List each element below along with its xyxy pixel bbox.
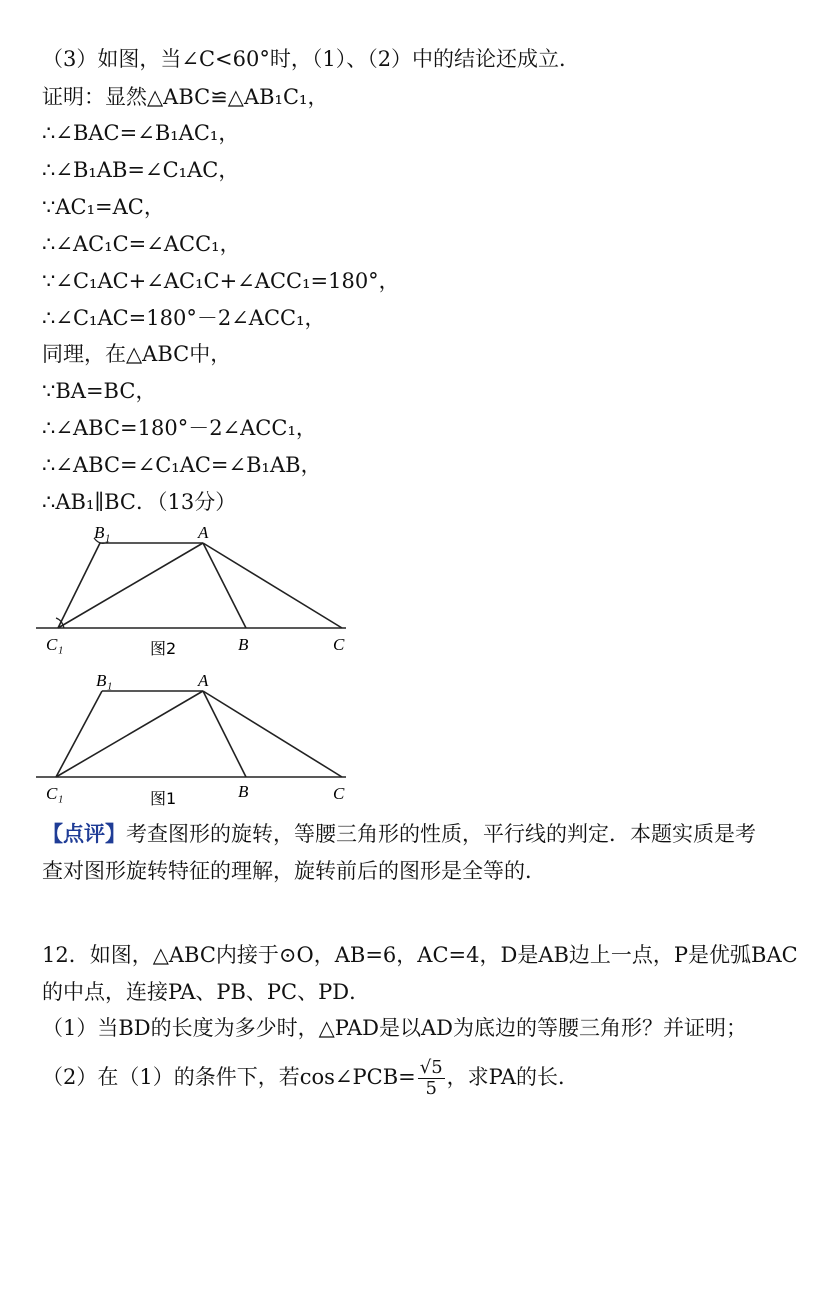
q2-text-before: （2）在（1）的条件下，若cos∠PCB= bbox=[42, 1065, 416, 1089]
fig1-label-c1: C₁ bbox=[46, 784, 64, 803]
fig1-caption: 图1 bbox=[150, 789, 177, 808]
fig1-label-b1: B₁ bbox=[96, 671, 113, 690]
proof-line-7: ∵∠C₁AC+∠AC₁C+∠ACC₁=180°， bbox=[42, 269, 400, 293]
problem12-question-1: （1）当BD的长度为多少时，△PAD是以AD为底边的等腰三角形？并证明； bbox=[42, 1016, 747, 1040]
problem12-question-2 bbox=[42, 1058, 579, 1099]
proof-line-4: ∴∠B₁AB=∠C₁AC， bbox=[42, 158, 240, 182]
q2-text-after: ，求PA的长． bbox=[446, 1065, 580, 1089]
proof-line-10: ∵BA=BC， bbox=[42, 379, 157, 403]
proof-line-12: ∴∠ABC=∠C₁AC=∠B₁AB， bbox=[42, 453, 322, 477]
q2-fraction-numerator: √5 bbox=[419, 1057, 443, 1078]
fig1-segment-ac1 bbox=[56, 691, 203, 777]
fig2-label-a: A bbox=[198, 523, 209, 542]
fig2-label-b: B bbox=[238, 635, 249, 654]
proof-line-6: ∴∠AC₁C=∠ACC₁， bbox=[42, 232, 241, 256]
q2-fraction-denominator: 5 bbox=[425, 1078, 437, 1099]
proof-line-9: 同理，在△ABC中， bbox=[42, 342, 232, 366]
proof-line-11: ∴∠ABC=180°－2∠ACC₁， bbox=[42, 416, 317, 440]
comment-text-1: 考查图形的旋转，等腰三角形的性质，平行线的判定．本题实质是考 bbox=[126, 822, 756, 846]
comment-line-2: 查对图形旋转特征的理解，旋转前后的图形是全等的． bbox=[42, 859, 546, 883]
comment-tag: 【点评】 bbox=[42, 821, 126, 846]
figure-2-diagram bbox=[36, 520, 356, 665]
fig2-label-b1: B₁ bbox=[94, 523, 111, 542]
proof-line-2: 证明：显然△ABC≌△AB₁C₁， bbox=[42, 85, 329, 109]
fig2-label-c: C bbox=[333, 635, 345, 654]
figure-1 bbox=[36, 668, 356, 813]
figure-1-diagram bbox=[36, 668, 356, 813]
comment-line-1 bbox=[42, 819, 756, 849]
problem12-line-2: 的中点，连接PA、PB、PC、PD． bbox=[42, 980, 371, 1004]
problem12-line-1: 12．如图，△ABC内接于⊙O，AB=6，AC=4，D是AB边上一点，P是优弧BAC bbox=[42, 943, 798, 967]
proof-line-5: ∵AC₁=AC， bbox=[42, 195, 165, 219]
proof-line-8: ∴∠C₁AC=180°－2∠ACC₁， bbox=[42, 306, 326, 330]
fig2-caption: 图2 bbox=[150, 639, 177, 658]
proof-line-1: （3）如图，当∠C<60°时，（1）、（2）中的结论还成立． bbox=[42, 47, 581, 71]
proof-line-3: ∴∠BAC=∠B₁AC₁， bbox=[42, 121, 240, 145]
figure-2 bbox=[36, 520, 356, 665]
proof-line-13: ∴AB₁∥BC．（13分） bbox=[42, 490, 237, 514]
fig1-label-b: B bbox=[238, 782, 249, 801]
fig1-label-c: C bbox=[333, 784, 345, 803]
q2-fraction bbox=[418, 1058, 445, 1099]
fig2-label-c1: C₁ bbox=[46, 635, 64, 654]
fig1-label-a: A bbox=[198, 671, 209, 690]
